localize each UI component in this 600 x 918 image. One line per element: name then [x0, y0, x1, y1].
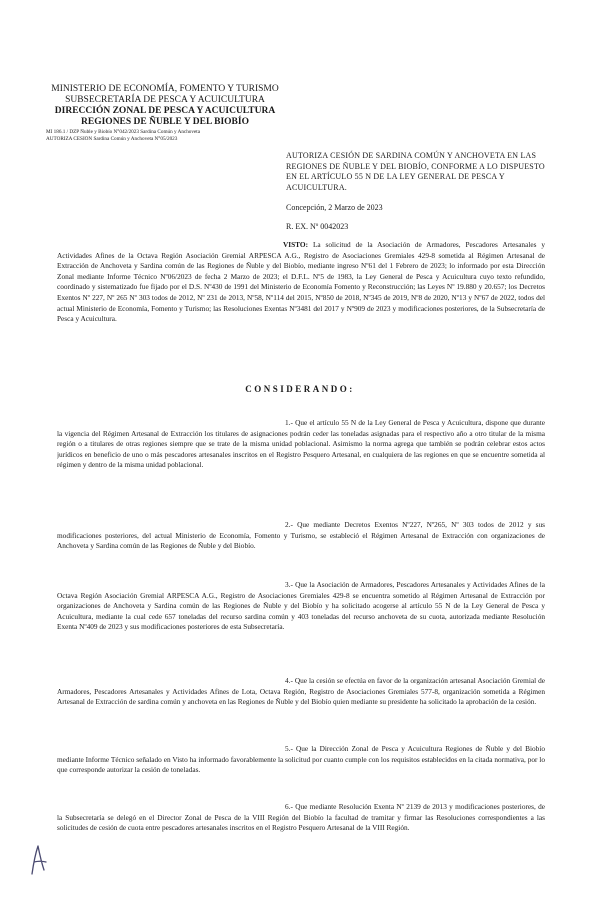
resolution-number: R. EX. Nº 0042023 — [286, 222, 349, 231]
header-line-4: REGIONES DE ÑUBLE Y DEL BIOBÍO — [81, 117, 249, 127]
document-date: Concepción, 2 Marzo de 2023 — [286, 203, 383, 212]
header-line-1: MINISTERIO DE ECONOMÍA, FOMENTO Y TURISMO — [51, 84, 279, 94]
ministry-header — [40, 84, 290, 128]
subject-block — [286, 151, 546, 193]
visto-paragraph — [57, 240, 545, 325]
subject-line-4: ACUICULTURA. — [286, 182, 347, 192]
subject-line-1: AUTORIZA CESIÓN DE SARDINA COMÚN Y ANCHOVETA EN LAS — [286, 151, 537, 160]
considerando-2: 2.- Que mediante Decretos Exentos Nº227, Nº265, Nº 303 todos de 2012 y sus modificaciones posteriores, del actual Ministerio de Economía, Fomento y Turismo, se estableció el Régimen Artesanal de Extracción con organizaciones de Anchoveta y Sardina común de las Regiones de Ñuble y del Biobío. — [57, 520, 545, 551]
considerando-title: CONSIDERANDO: — [245, 384, 355, 394]
ref-line-1: MI 186.1 / DZP Ñuble y Biobío N°042/2023 Sardina Común y Anchoveta — [46, 129, 201, 135]
considerando-5: 5.- Que la Dirección Zonal de Pesca y Acuicultura Regiones de Ñuble y del Biobío mediante Informe Técnico señalado en Visto ha informado favorablemente la solicitud por cuanto cumple con los requisitos establecidos en la citada normativa, por lo que corresponde autorizar la cesión de toneladas. — [57, 744, 545, 775]
considerando-4: 4.- Que la cesión se efectúa en favor de la organización artesanal Asociación Gremial de Armadores, Pescadores Artesanales y Actividades Afines de Lota, Octava Región, Registro de Asociaciones Gremiales 577-8, organización sometida a Régimen Artesanal de Extracción de sardina común y anchoveta en las Regiones de Ñuble y del Biobío quien mediante su presidente ha solicitado la aprobación de la cesión. — [57, 676, 545, 707]
visto-text: La solicitud de la Asociación de Armadores, Pescadores Artesanales y Actividades Afines de la Octava Región Asociación Gremial ARPESCA A.G., Registro de Asociaciones Gremiales 429-8 sometida al Régimen Artesanal de Extracción de Anchoveta y Sardina común de las Regiones de Ñuble y del Biobío, mediante ingreso Nº61 del 1 Febrero de 2023; lo informado por esta Dirección Zonal mediante Informe Técnico Nº06/2023 de fecha 2 Marzo de 2023; el D.F.L. Nº5 de 1983, la Ley General de Pesca y Acuicultura cuyo texto refundido, coordinado y sistematizado fue fijado por el D.S. Nº430 de 1991 del Ministerio de Economía Fomento y Reconstrucción; las Leyes Nº 19.880 y 20.657; los Decretos Exentos Nº 227, Nº 265 Nº 303 todos de 2012, Nº 231 de 2013, Nº58, Nº114 del 2015, Nº850 de 2018, Nº345 de 2019, Nº8 de 2020, Nº13 y Nº67 de 2022, todos del actual Ministerio de Economía, Fomento y Turismo; las Resoluciones Exentas Nº3481 del 2017 y Nº909 de 2023 y modificaciones posteriores, de la Subsecretaría de Pesca y Acuicultura. — [57, 240, 545, 324]
ref-line-2: AUTORIZA CESIÓN Sardina Común y Anchoveta N°05/2023 — [46, 136, 178, 142]
header-line-2: SUBSECRETARÍA DE PESCA Y ACUICULTURA — [65, 95, 265, 105]
handwritten-mark-icon — [24, 840, 54, 880]
considerando-6: 6.- Que mediante Resolución Exenta Nº 2139 de 2013 y modificaciones posteriores, de la Subsecretaría se delegó en el Director Zonal de Pesca de la VIII Región del Biobío la facultad de tramitar y firmar las Resoluciones correspondientes a las solicitudes de cesión de cuota entre pescadores artesanales inscritos en el Registro Pesquero Artesanal de la VIII Región. — [57, 802, 545, 833]
visto-label: VISTO: — [283, 240, 309, 249]
document-refs — [46, 129, 296, 143]
header-line-3: DIRECCIÓN ZONAL DE PESCA Y ACUICULTURA — [54, 106, 276, 116]
considerando-3: 3.- Que la Asociación de Armadores, Pescadores Artesanales y Actividades Afines de la Octava Región Asociación Gremial ARPESCA A.G., Registro de Asociaciones Gremiales 429-8 se encuentra sometido al Régimen Artesanal de Extracción por organizaciones de Anchoveta y Sardina común de las Regiones de Ñuble y del Biobío y ha solicitado acogerse al artículo 55 N de la Ley General de Pesca y Acuicultura, mediante la cual cede 657 toneladas del recurso sardina común y 403 toneladas del recurso anchoveta de su cuota, autorizada mediante Resolución Exenta Nº409 de 2023 y sus modificaciones posteriores de esta Subsecretaría. — [57, 580, 545, 632]
subject-line-2: REGIONES DE ÑUBLE Y DEL BIOBÍO, CONFORME A LO DISPUESTO — [286, 161, 545, 171]
subject-line-3: EN EL ARTÍCULO 55 N DE LA LEY GENERAL DE PESCA Y — [286, 172, 505, 181]
considerando-1: 1.- Que el artículo 55 N de la Ley General de Pesca y Acuicultura, dispone que durante la vigencia del Régimen Artesanal de Extracción los titulares de asignaciones podrán ceder las toneladas asignadas para el respectivo año a otro titular de la misma región o a titulares de otras regiones siempre que se trate de la misma unidad poblacional. Asimismo la norma agrega que también se podrán celebrar estos actos jurídicos en beneficio de uno o más pescadores artesanales inscritos en el Registro Pesquero Artesanal, en cualquiera de las regiones en que se encuentre sometida al régimen y dentro de la misma unidad poblacional. — [57, 418, 545, 470]
